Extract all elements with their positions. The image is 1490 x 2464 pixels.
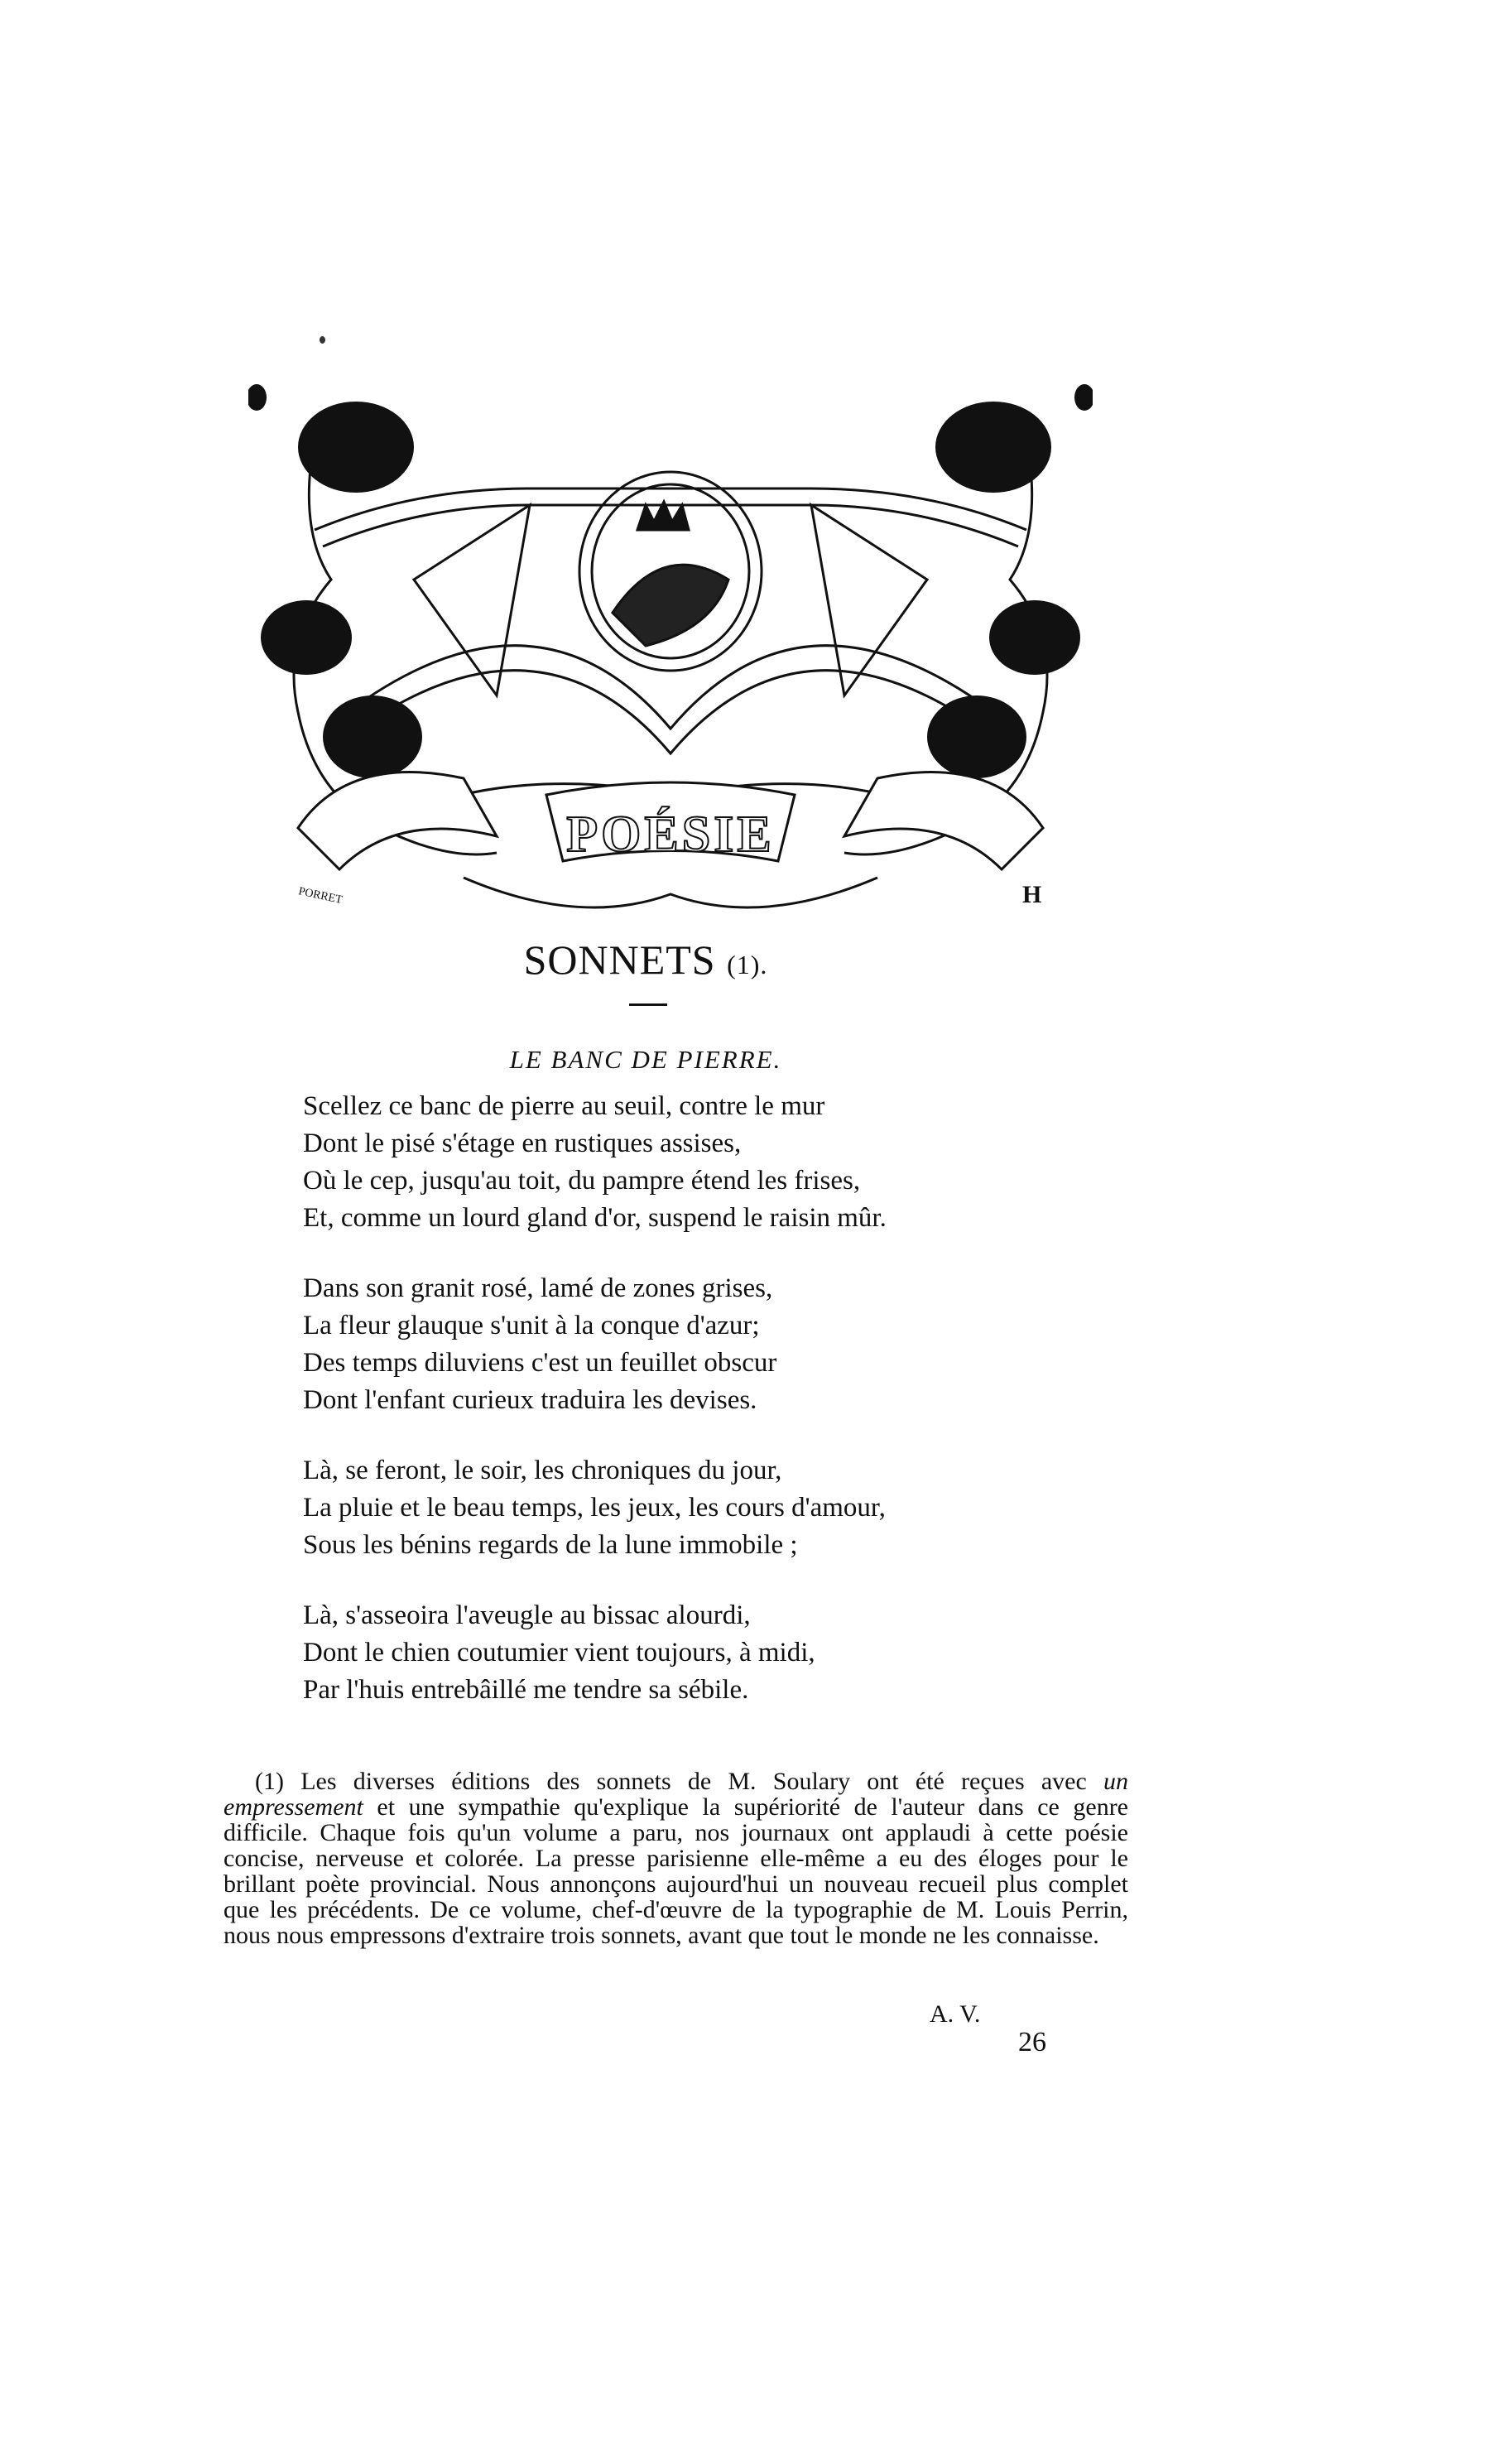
footnote-text-end: et une sympathie qu'explique la supériorité de l'auteur dans ce genre difficile. Chaque fois qu'un volume a paru, nos journaux ont applaudi à cette poésie concise, nerveuse et colorée. La presse parisienne elle-même a eu des éloges pour le brillant poète provincial. Nous annonçons aujourd'hui un nouveau recueil plus complet que les précédents. De ce volume, chef-d'œuvre de la typographie de M. Louis Perrin, nous nous empressons d'extraire trois sonnets, avant que tout le monde ne les connaisse. [223,1793,1128,1949]
footnote [223,1769,1128,1948]
poem-line: Où le cep, jusqu'au toit, du pampre étend les frises, [303,1166,861,1196]
poesie-vignette [248,364,1093,927]
page-number: 26 [1018,2027,1046,2057]
poem-line: Là, se feront, le soir, les chroniques du jour, [303,1456,782,1485]
poem-line: Dont l'enfant curieux traduira les devises. [303,1385,757,1415]
footnote-marker: (1) [255,1768,284,1795]
poem-line: Dont le chien coutumier vient toujours, à midi, [303,1638,815,1668]
ink-speck [320,336,325,344]
poem-line: Et, comme un lourd gland d'or, suspend le raisin mûr. [303,1203,887,1233]
poem-line: Dont le pisé s'étage en rustiques assises, [303,1129,742,1158]
title-main: SONNETS [523,936,716,983]
poem-line: Dans son granit rosé, lamé de zones grises, [303,1273,773,1303]
stanza-2 [303,1270,1131,1419]
stanza-3 [303,1452,1131,1564]
vignette-banner-text: POÉSIE [566,806,775,863]
footnote-emphasis: un empressement [223,1768,1129,1821]
poem-line: Scellez ce banc de pierre au seuil, contre le mur [303,1091,825,1121]
footnote-text-start: Les diverses éditions des sonnets de M. Soulary ont été reçues avec [300,1768,1087,1795]
engraver-signature-right: H [1022,881,1042,908]
page-title [0,936,1291,984]
title-footnote-ref: (1). [727,950,768,979]
poem-line: Sous les bénins regards de la lune immobile ; [303,1530,798,1560]
title-divider [629,1003,667,1006]
engraver-signature-left: PORRET [297,885,344,907]
poem-line: Des temps diluviens c'est un feuillet obscur [303,1348,777,1378]
stanza-1 [303,1088,1131,1237]
poem-line: Là, s'asseoira l'aveugle au bissac alourdi, [303,1600,751,1630]
footnote-signature: A. V. [930,2000,981,2028]
poem-title: LE BANC DE PIERRE. [509,1045,782,1074]
poem-line: La fleur glauque s'unit à la conque d'azur; [303,1311,760,1340]
poem-body [303,1088,1131,1742]
poem-line: La pluie et le beau temps, les jeux, les cours d'amour, [303,1493,886,1523]
stanza-4 [303,1597,1131,1709]
poem-line: Par l'huis entrebâillé me tendre sa sébile. [303,1675,749,1705]
